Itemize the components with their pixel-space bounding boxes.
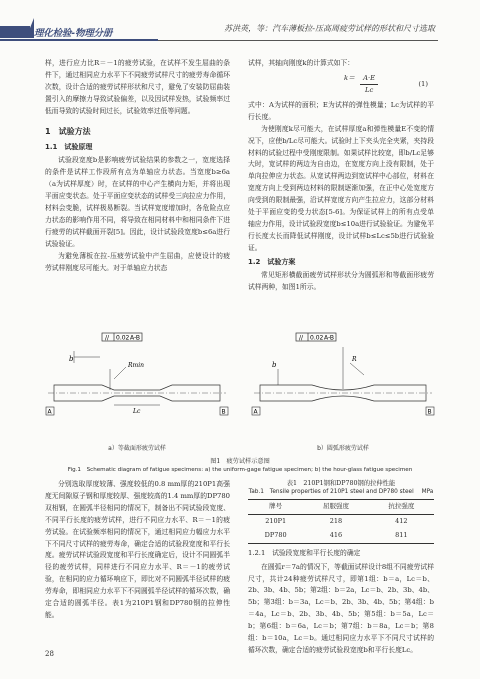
table-header-tensile: 抗拉强度: [388, 502, 415, 510]
section-1-1-heading: 1.1 试验原理: [45, 143, 93, 152]
hour-glass-specimen-drawing: [250, 329, 436, 441]
right-column-bottom: [248, 479, 434, 657]
running-title: 苏洪英，等：汽车薄板拉-压高周疲劳试样的形状和尺寸选取: [224, 24, 435, 33]
header-rule-thick: [0, 39, 158, 41]
subcaption-a: a）等截面形疲劳试样: [108, 445, 166, 452]
radius-label-a: Rmin: [128, 362, 144, 369]
specimen-groups-paragraph: 在圆弧r＝7a的情况下，等截面试样设计8组不同疲劳试样尺寸，共计24种疲劳试样尺寸，即第1组：b＝a，Lc＝b、2b、3b、4b、5b；第2组：b＝2a，Lc＝b、2b、3b、4b、5b；第3组：b＝3a，Lc＝b、2b、3b、4b、5b；第4组：b＝4a，Lc＝b、2b、3b、4b、5b；第5组：b＝5a，Lc＝b；第6组：b＝6a，Lc＝b；第7组：b＝8a，Lc＝b；第8组：b＝10a，Lc＝b。通过相同应力水平下不同尺寸试样的循环次数，确定合适的疲劳试验段宽度b和平行长度Lc。: [248, 562, 434, 654]
equation-legend: 式中：A为试样的面积；E为试样的弹性模量；Lc为试样的平行长度。: [248, 100, 434, 121]
table-cell: 416: [329, 530, 343, 539]
intro-paragraph: 样，进行应力比R＝－1的疲劳试验，在试样不发生屈曲的条件下，通过相同应力水平下不同疲劳试样尺寸的疲劳寿命循环次数，设计合适的疲劳试样形状和尺寸，避免了安装防屈曲装置引入的摩擦力导致试验偏差，以及因试样发热，试验频率过低而导致的试验时间过长，试验效率过低等问题。: [45, 59, 230, 115]
width-label-b: b: [272, 361, 277, 369]
table-1-unit: MPa: [421, 489, 434, 495]
table-cell: DP780: [264, 530, 287, 539]
section-1-2-1-heading: 1.2.1 试验段宽度和平行长度的确定: [248, 548, 361, 557]
equation-number: (1): [418, 79, 428, 88]
materials-paragraph: 分别选取厚度较薄、强度较低的0.8 mm厚的210P1高强度无间隙原子钢和厚度较厚、强度较高的1.4 mm厚的DP780双相钢，在圆弧半径相同的情况下，制备出不同试验段宽度、不同平行长度的疲劳试样，进行不同应力水平、R＝－1的疲劳试验。在试验频率相同的情况下，通过相同应力幅应力水平下不同尺寸试样的疲劳寿命，确定合适的试验段宽度和平行长度。疲劳试样试验段宽度和平行长度确定后，设计不同圆弧半径的疲劳试样，同样进行不同应力水平、R＝－1的疲劳试验，在相同的应力循环响应下，即比对不同圆弧半径试样的疲劳寿命，即相同应力水平下不同圆弧半径试样的循环次数，确定合适的圆弧半径。表1为210P1钢和DP780钢的拉伸性能。: [45, 480, 230, 619]
figure-caption-zh: 图1 疲劳试样示意图: [210, 458, 270, 465]
table-cell: 218: [329, 516, 343, 525]
table-row: [248, 514, 434, 528]
tolerance-value-b: 0.02: [310, 334, 324, 342]
tensile-properties-table: [248, 499, 434, 544]
table-header-row: [248, 500, 434, 515]
datum-B-b: B: [427, 408, 432, 416]
datum-A-a: A: [47, 408, 52, 416]
table-row: [248, 529, 434, 543]
tolerance-datum-b: A-B: [324, 334, 335, 342]
table-1-title-en: Tab.1 Tensile properties of 210P1 steel and DP780 steel: [248, 489, 414, 495]
table-header-yield: 屈服强度: [322, 502, 349, 510]
equation-numerator: A·E: [360, 73, 378, 86]
principle-paragraph: 试验段宽度b是影响疲劳试验结果的参数之一，宽度选择的条件是试样工作段所有点为单轴应力状态。当宽度b≥6a（a为试样厚度）时，在试样的中心产生横向力矩，并将出现平面应变状态。处于平面应变状态的试样受三向拉应力作用，材料会变脆，试样极易断裂。当试样宽度增加时，各危险点应力状态的影响作用不同，将导致在相同材料中和相同条件下进行疲劳的试样截面开裂[5]。因此，设计试验段宽度b≤6a进行试验验证。: [45, 156, 230, 248]
equation-fraction: [360, 73, 378, 98]
datum-A-b: A: [253, 408, 258, 416]
stiffness-paragraph: 为避免薄板在拉-压疲劳试验中产生屈曲，应使设计的疲劳试样刚度尽可能大。对于单轴应力状态: [45, 251, 230, 272]
datum-B-a: B: [221, 408, 226, 416]
section-1-heading: 1 试验方法: [45, 126, 91, 136]
left-column-bottom: [45, 479, 230, 622]
equation-1: [248, 70, 434, 100]
table-1-title-zh: 表1 210P1钢和DP780钢的拉伸性能: [286, 480, 396, 487]
page-number: 28: [45, 650, 54, 658]
section-1-2-heading: 1.2 试验方案: [248, 257, 296, 266]
header-rule-thin: [158, 40, 438, 41]
table-cell: 811: [395, 530, 408, 539]
figure-caption-en: Fig.1 Schematic diagram of fatigue specimens: a) the uniform-gage fatigue specimen; b) the hour-glass fatigue specimen: [67, 467, 413, 473]
width-discussion-paragraph: 为使刚度k尽可能大，在试样厚度a和弹性模量E不变的情况下，应使b/Lc尽可能大。试验时上下夹头完全夹紧，夹持段材料的试验过程中受刚度限制。如果试样比较宽，即b/Lc足够大时，宽试样的两边为自由边，在宽度方向上没有限制，处于单向拉伸应力状态。从宽试样两边到宽试样中心部位，材料在宽度方向上受到两边材料的限制逐渐加强，在正中心处宽度方向受到的限制最强，沿试样宽度方向产生拉应力，这部分材料处于平面应变的受力状态[5-6]。为保证试样上的所有点受单轴应力作用，设计试验段宽度b≤10a进行试验验证。为避免平行长度太长而降低试样刚度，设计试样b≤Lc≤5b进行试验验证。: [248, 124, 434, 252]
stiffness-formula-intro: 试样，其轴向刚度k的计算式如下：: [248, 59, 355, 67]
subcaption-b: b）圆弧形疲劳试样: [317, 445, 369, 452]
tolerance-value-a: 0.02: [116, 334, 130, 342]
journal-logo-wedge: [26, 18, 34, 38]
width-label-a: b: [69, 355, 74, 363]
table-1-title-en-line: [248, 488, 434, 497]
equation-lhs: k＝: [344, 73, 355, 82]
table-cell: 412: [395, 516, 408, 525]
svg-text://: //: [105, 334, 110, 342]
uniform-gage-specimen-drawing: [44, 329, 230, 441]
figure-1: [44, 329, 436, 469]
left-column-top: [45, 58, 230, 274]
table-cell: 210P1: [265, 516, 287, 525]
table-header-grade: 牌号: [269, 502, 283, 510]
figure-1-caption: [26, 457, 454, 475]
table-1-title: [248, 479, 434, 497]
specimen-types-paragraph: 常见矩形横截面疲劳试样形状分为圆弧形和等截面形疲劳试样两种，如图1所示。: [248, 270, 434, 291]
length-label-a: Lc: [133, 408, 141, 415]
journal-logo-text: 理化检验-物理分册: [34, 28, 113, 39]
radius-label-b: R: [352, 356, 357, 363]
svg-text://: //: [299, 334, 304, 342]
right-column-top: [248, 58, 434, 293]
tolerance-datum-a: A-B: [130, 334, 141, 342]
equation-denominator: Lc: [364, 86, 374, 95]
page-header: [0, 0, 480, 46]
